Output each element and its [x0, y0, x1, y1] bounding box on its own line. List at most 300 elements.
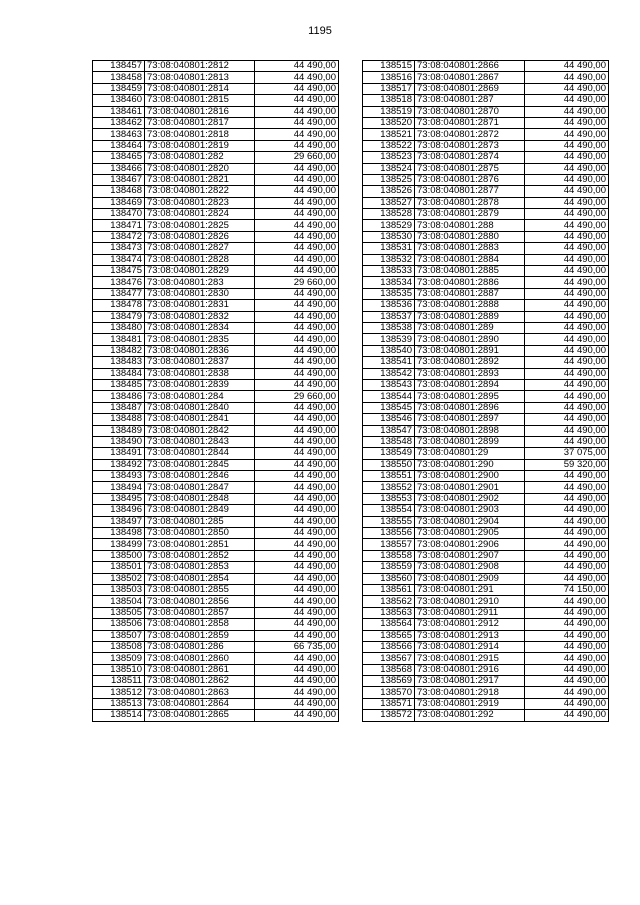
table-row: [93, 528, 339, 539]
cadastral-value: 44 490,00: [255, 414, 339, 425]
record-number: 138505: [93, 607, 145, 618]
cadastral-number: 73:08:040801:2900: [415, 471, 525, 482]
table-row: [363, 562, 609, 573]
cadastral-value: 44 490,00: [255, 596, 339, 607]
cadastral-value: 44 490,00: [255, 266, 339, 277]
cadastral-number: 73:08:040801:2835: [145, 334, 255, 345]
record-number: 138464: [93, 140, 145, 151]
record-number: 138533: [363, 266, 415, 277]
table-row: [93, 459, 339, 470]
table-row: [363, 288, 609, 299]
record-number: 138506: [93, 619, 145, 630]
record-number: 138493: [93, 471, 145, 482]
cadastral-number: 73:08:040801:2828: [145, 254, 255, 265]
record-number: 138457: [93, 61, 145, 72]
table-row: [363, 653, 609, 664]
cadastral-number: 73:08:040801:2820: [145, 163, 255, 174]
cadastral-value: 44 490,00: [255, 288, 339, 299]
cadastral-value: 44 490,00: [255, 584, 339, 595]
record-number: 138486: [93, 391, 145, 402]
table-row: [363, 402, 609, 413]
cadastral-number: 73:08:040801:2918: [415, 687, 525, 698]
cadastral-number: 73:08:040801:282: [145, 152, 255, 163]
cadastral-value: 44 490,00: [255, 368, 339, 379]
cadastral-value: 44 490,00: [255, 436, 339, 447]
cadastral-value: 44 490,00: [255, 630, 339, 641]
cadastral-value: 44 490,00: [525, 357, 609, 368]
cadastral-number: 73:08:040801:2895: [415, 391, 525, 402]
cadastral-number: 73:08:040801:2830: [145, 288, 255, 299]
cadastral-number: 73:08:040801:2842: [145, 425, 255, 436]
cadastral-number: 73:08:040801:2919: [415, 698, 525, 709]
table-row: [363, 550, 609, 561]
table-row: [363, 687, 609, 698]
cadastral-value: 59 320,00: [525, 459, 609, 470]
cadastral-number: 73:08:040801:2852: [145, 550, 255, 561]
table-row: [363, 334, 609, 345]
cadastral-number: 73:08:040801:2826: [145, 231, 255, 242]
record-number: 138514: [93, 710, 145, 721]
table-row: [93, 174, 339, 185]
record-number: 138489: [93, 425, 145, 436]
record-number: 138458: [93, 72, 145, 83]
record-number: 138504: [93, 596, 145, 607]
cadastral-value: 44 490,00: [255, 140, 339, 151]
record-number: 138468: [93, 186, 145, 197]
record-number: 138551: [363, 471, 415, 482]
record-number: 138546: [363, 414, 415, 425]
table-row: [363, 619, 609, 630]
record-number: 138470: [93, 209, 145, 220]
cadastral-value: 44 490,00: [525, 368, 609, 379]
cadastral-number: 73:08:040801:2890: [415, 334, 525, 345]
cadastral-value: 44 490,00: [525, 573, 609, 584]
cadastral-value: 44 490,00: [255, 379, 339, 390]
cadastral-value: 44 490,00: [525, 152, 609, 163]
table-row: [363, 698, 609, 709]
cadastral-value: 44 490,00: [525, 619, 609, 630]
cadastral-number: 73:08:040801:2849: [145, 505, 255, 516]
cadastral-number: 73:08:040801:286: [145, 641, 255, 652]
table-row: [363, 61, 609, 72]
cadastral-value: 44 490,00: [255, 72, 339, 83]
record-number: 138531: [363, 243, 415, 254]
cadastral-value: 44 490,00: [525, 516, 609, 527]
cadastral-number: 73:08:040801:291: [415, 584, 525, 595]
cadastral-value: 44 490,00: [255, 345, 339, 356]
cadastral-value: 44 490,00: [525, 436, 609, 447]
table-row: [93, 152, 339, 163]
table-row: [363, 710, 609, 721]
record-number: 138525: [363, 174, 415, 185]
table-row: [93, 368, 339, 379]
cadastral-number: 73:08:040801:2892: [415, 357, 525, 368]
table-row: [363, 414, 609, 425]
cadastral-number: 73:08:040801:2848: [145, 493, 255, 504]
cadastral-number: 73:08:040801:2870: [415, 106, 525, 117]
record-number: 138478: [93, 300, 145, 311]
cadastral-value: 44 490,00: [255, 448, 339, 459]
table-row: [93, 584, 339, 595]
cadastral-number: 73:08:040801:2871: [415, 117, 525, 128]
record-number: 138501: [93, 562, 145, 573]
record-number: 138539: [363, 334, 415, 345]
table-row: [363, 266, 609, 277]
table-row: [93, 300, 339, 311]
cadastral-number: 73:08:040801:2891: [415, 345, 525, 356]
cadastral-number: 73:08:040801:2853: [145, 562, 255, 573]
table-row: [93, 698, 339, 709]
cadastral-value: 44 490,00: [525, 664, 609, 675]
record-number: 138565: [363, 630, 415, 641]
cadastral-value: 44 490,00: [525, 698, 609, 709]
table-row: [93, 664, 339, 675]
cadastral-value: 44 490,00: [255, 493, 339, 504]
record-number: 138513: [93, 698, 145, 709]
table-row: [93, 641, 339, 652]
cadastral-value: 44 490,00: [525, 607, 609, 618]
table-row: [363, 607, 609, 618]
cadastral-value: 44 490,00: [255, 607, 339, 618]
cadastral-number: 73:08:040801:2847: [145, 482, 255, 493]
cadastral-value: 44 490,00: [525, 106, 609, 117]
record-number: 138532: [363, 254, 415, 265]
cadastral-number: 73:08:040801:2844: [145, 448, 255, 459]
table-row: [363, 676, 609, 687]
cadastral-number: 73:08:040801:2850: [145, 528, 255, 539]
cadastral-value: 44 490,00: [255, 300, 339, 311]
cadastral-number: 73:08:040801:2897: [415, 414, 525, 425]
cadastral-value: 44 490,00: [525, 209, 609, 220]
cadastral-value: 44 490,00: [525, 186, 609, 197]
record-number: 138472: [93, 231, 145, 242]
cadastral-value: 44 490,00: [255, 357, 339, 368]
table-row: [363, 528, 609, 539]
cadastral-value: 44 490,00: [255, 471, 339, 482]
cadastral-number: 73:08:040801:2902: [415, 493, 525, 504]
table-row: [93, 277, 339, 288]
cadastral-value: 44 490,00: [255, 402, 339, 413]
table-row: [93, 391, 339, 402]
record-number: 138524: [363, 163, 415, 174]
record-number: 138560: [363, 573, 415, 584]
cadastral-value: 44 490,00: [255, 459, 339, 470]
cadastral-value: 44 490,00: [525, 505, 609, 516]
record-number: 138459: [93, 83, 145, 94]
record-number: 138516: [363, 72, 415, 83]
cadastral-number: 73:08:040801:290: [415, 459, 525, 470]
record-number: 138497: [93, 516, 145, 527]
record-number: 138496: [93, 505, 145, 516]
table-row: [363, 174, 609, 185]
table-row: [93, 619, 339, 630]
cadastral-value: 44 490,00: [525, 482, 609, 493]
table-row: [93, 516, 339, 527]
record-number: 138519: [363, 106, 415, 117]
cadastral-value: 37 075,00: [525, 448, 609, 459]
record-number: 138503: [93, 584, 145, 595]
cadastral-number: 73:08:040801:2818: [145, 129, 255, 140]
cadastral-number: 73:08:040801:2838: [145, 368, 255, 379]
table-row: [363, 425, 609, 436]
register-table-right: [362, 60, 609, 722]
cadastral-value: 44 490,00: [525, 72, 609, 83]
cadastral-number: 73:08:040801:2893: [415, 368, 525, 379]
cadastral-number: 73:08:040801:2910: [415, 596, 525, 607]
table-row: [363, 129, 609, 140]
cadastral-value: 44 490,00: [255, 505, 339, 516]
cadastral-number: 73:08:040801:2829: [145, 266, 255, 277]
record-number: 138518: [363, 95, 415, 106]
cadastral-number: 73:08:040801:289: [415, 322, 525, 333]
record-number: 138563: [363, 607, 415, 618]
table-row: [363, 471, 609, 482]
cadastral-value: 44 490,00: [255, 197, 339, 208]
cadastral-number: 73:08:040801:2869: [415, 83, 525, 94]
table-row: [93, 72, 339, 83]
cadastral-value: 29 660,00: [255, 152, 339, 163]
table-row: [93, 140, 339, 151]
cadastral-value: 44 490,00: [255, 653, 339, 664]
cadastral-number: 73:08:040801:2837: [145, 357, 255, 368]
cadastral-number: 73:08:040801:2860: [145, 653, 255, 664]
record-number: 138477: [93, 288, 145, 299]
table-row: [93, 493, 339, 504]
table-row: [93, 710, 339, 721]
cadastral-value: 44 490,00: [525, 687, 609, 698]
cadastral-number: 73:08:040801:2879: [415, 209, 525, 220]
table-row: [363, 448, 609, 459]
cadastral-number: 73:08:040801:2821: [145, 174, 255, 185]
cadastral-value: 44 490,00: [525, 243, 609, 254]
record-number: 138535: [363, 288, 415, 299]
cadastral-value: 44 490,00: [255, 710, 339, 721]
cadastral-value: 44 490,00: [525, 471, 609, 482]
record-number: 138492: [93, 459, 145, 470]
table-row: [93, 254, 339, 265]
cadastral-number: 73:08:040801:2896: [415, 402, 525, 413]
table-row: [93, 379, 339, 390]
cadastral-number: 73:08:040801:2823: [145, 197, 255, 208]
table-row: [93, 266, 339, 277]
cadastral-value: 44 490,00: [255, 482, 339, 493]
record-number: 138552: [363, 482, 415, 493]
table-row: [363, 505, 609, 516]
cadastral-number: 73:08:040801:2880: [415, 231, 525, 242]
table-row: [363, 243, 609, 254]
table-row: [363, 106, 609, 117]
cadastral-value: 44 490,00: [255, 687, 339, 698]
table-row: [363, 368, 609, 379]
record-number: 138484: [93, 368, 145, 379]
record-number: 138461: [93, 106, 145, 117]
record-number: 138538: [363, 322, 415, 333]
table-row: [363, 300, 609, 311]
cadastral-number: 73:08:040801:2817: [145, 117, 255, 128]
record-number: 138528: [363, 209, 415, 220]
cadastral-value: 44 490,00: [525, 379, 609, 390]
cadastral-value: 44 490,00: [525, 550, 609, 561]
table-row: [93, 482, 339, 493]
cadastral-value: 44 490,00: [525, 528, 609, 539]
cadastral-value: 44 490,00: [525, 641, 609, 652]
cadastral-number: 73:08:040801:2863: [145, 687, 255, 698]
table-row: [93, 539, 339, 550]
record-number: 138500: [93, 550, 145, 561]
table-row: [93, 288, 339, 299]
table-row: [93, 209, 339, 220]
record-number: 138537: [363, 311, 415, 322]
cadastral-number: 73:08:040801:287: [415, 95, 525, 106]
cadastral-number: 73:08:040801:2834: [145, 322, 255, 333]
record-number: 138561: [363, 584, 415, 595]
cadastral-number: 73:08:040801:2913: [415, 630, 525, 641]
cadastral-number: 73:08:040801:2825: [145, 220, 255, 231]
record-number: 138540: [363, 345, 415, 356]
record-number: 138479: [93, 311, 145, 322]
cadastral-value: 29 660,00: [255, 277, 339, 288]
table-row: [363, 117, 609, 128]
cadastral-value: 44 490,00: [255, 425, 339, 436]
cadastral-number: 73:08:040801:29: [415, 448, 525, 459]
table-row: [363, 436, 609, 447]
cadastral-number: 73:08:040801:2872: [415, 129, 525, 140]
cadastral-number: 73:08:040801:2874: [415, 152, 525, 163]
cadastral-value: 44 490,00: [525, 322, 609, 333]
table-row: [93, 425, 339, 436]
cadastral-number: 73:08:040801:2836: [145, 345, 255, 356]
table-row: [93, 220, 339, 231]
record-number: 138529: [363, 220, 415, 231]
cadastral-number: 73:08:040801:2898: [415, 425, 525, 436]
cadastral-number: 73:08:040801:2816: [145, 106, 255, 117]
cadastral-value: 44 490,00: [255, 322, 339, 333]
record-number: 138476: [93, 277, 145, 288]
cadastral-number: 73:08:040801:2886: [415, 277, 525, 288]
cadastral-number: 73:08:040801:2858: [145, 619, 255, 630]
cadastral-value: 44 490,00: [255, 562, 339, 573]
table-row: [363, 482, 609, 493]
cadastral-number: 73:08:040801:2813: [145, 72, 255, 83]
cadastral-number: 73:08:040801:2914: [415, 641, 525, 652]
cadastral-value: 66 735,00: [255, 641, 339, 652]
record-number: 138499: [93, 539, 145, 550]
cadastral-number: 73:08:040801:2857: [145, 607, 255, 618]
cadastral-number: 73:08:040801:2884: [415, 254, 525, 265]
record-number: 138536: [363, 300, 415, 311]
cadastral-number: 73:08:040801:2907: [415, 550, 525, 561]
cadastral-number: 73:08:040801:2885: [415, 266, 525, 277]
cadastral-number: 73:08:040801:2905: [415, 528, 525, 539]
table-row: [363, 83, 609, 94]
cadastral-number: 73:08:040801:2917: [415, 676, 525, 687]
record-number: 138502: [93, 573, 145, 584]
table-row: [93, 117, 339, 128]
cadastral-number: 73:08:040801:2901: [415, 482, 525, 493]
table-row: [93, 471, 339, 482]
record-number: 138473: [93, 243, 145, 254]
table-row: [93, 186, 339, 197]
cadastral-number: 73:08:040801:2831: [145, 300, 255, 311]
cadastral-value: 44 490,00: [525, 402, 609, 413]
cadastral-number: 73:08:040801:2899: [415, 436, 525, 447]
record-number: 138495: [93, 493, 145, 504]
table-row: [93, 448, 339, 459]
record-number: 138547: [363, 425, 415, 436]
table-row: [93, 197, 339, 208]
table-row: [93, 414, 339, 425]
cadastral-number: 73:08:040801:2819: [145, 140, 255, 151]
cadastral-value: 44 490,00: [525, 83, 609, 94]
cadastral-number: 73:08:040801:2854: [145, 573, 255, 584]
cadastral-value: 44 490,00: [525, 174, 609, 185]
record-number: 138466: [93, 163, 145, 174]
cadastral-number: 73:08:040801:2814: [145, 83, 255, 94]
cadastral-number: 73:08:040801:2876: [415, 174, 525, 185]
cadastral-number: 73:08:040801:2861: [145, 664, 255, 675]
table-row: [363, 311, 609, 322]
cadastral-value: 44 490,00: [525, 311, 609, 322]
cadastral-number: 73:08:040801:2846: [145, 471, 255, 482]
cadastral-value: 44 490,00: [255, 163, 339, 174]
cadastral-value: 44 490,00: [525, 334, 609, 345]
cadastral-number: 73:08:040801:292: [415, 710, 525, 721]
cadastral-value: 44 490,00: [525, 254, 609, 265]
record-number: 138544: [363, 391, 415, 402]
cadastral-number: 73:08:040801:2843: [145, 436, 255, 447]
cadastral-value: 44 490,00: [525, 266, 609, 277]
record-number: 138475: [93, 266, 145, 277]
cadastral-value: 44 490,00: [525, 129, 609, 140]
cadastral-value: 44 490,00: [255, 254, 339, 265]
cadastral-number: 73:08:040801:2827: [145, 243, 255, 254]
record-number: 138526: [363, 186, 415, 197]
table-row: [93, 505, 339, 516]
record-number: 138465: [93, 152, 145, 163]
cadastral-number: 73:08:040801:2873: [415, 140, 525, 151]
record-number: 138509: [93, 653, 145, 664]
cadastral-number: 73:08:040801:288: [415, 220, 525, 231]
table-row: [363, 664, 609, 675]
record-number: 138480: [93, 322, 145, 333]
cadastral-value: 44 490,00: [255, 243, 339, 254]
table-row: [93, 562, 339, 573]
cadastral-value: 44 490,00: [255, 117, 339, 128]
record-number: 138474: [93, 254, 145, 265]
cadastral-number: 73:08:040801:2887: [415, 288, 525, 299]
cadastral-number: 73:08:040801:284: [145, 391, 255, 402]
record-number: 138569: [363, 676, 415, 687]
cadastral-number: 73:08:040801:2912: [415, 619, 525, 630]
cadastral-value: 44 490,00: [255, 129, 339, 140]
table-row: [93, 345, 339, 356]
cadastral-value: 44 490,00: [525, 391, 609, 402]
record-number: 138522: [363, 140, 415, 151]
table-row: [363, 596, 609, 607]
cadastral-value: 44 490,00: [525, 61, 609, 72]
table-row: [93, 163, 339, 174]
cadastral-value: 44 490,00: [255, 106, 339, 117]
cadastral-number: 73:08:040801:2911: [415, 607, 525, 618]
record-number: 138488: [93, 414, 145, 425]
cadastral-number: 73:08:040801:2815: [145, 95, 255, 106]
table-row: [93, 334, 339, 345]
table-row: [363, 493, 609, 504]
cadastral-number: 73:08:040801:2889: [415, 311, 525, 322]
cadastral-value: 44 490,00: [525, 345, 609, 356]
table-row: [93, 573, 339, 584]
table-row: [93, 630, 339, 641]
